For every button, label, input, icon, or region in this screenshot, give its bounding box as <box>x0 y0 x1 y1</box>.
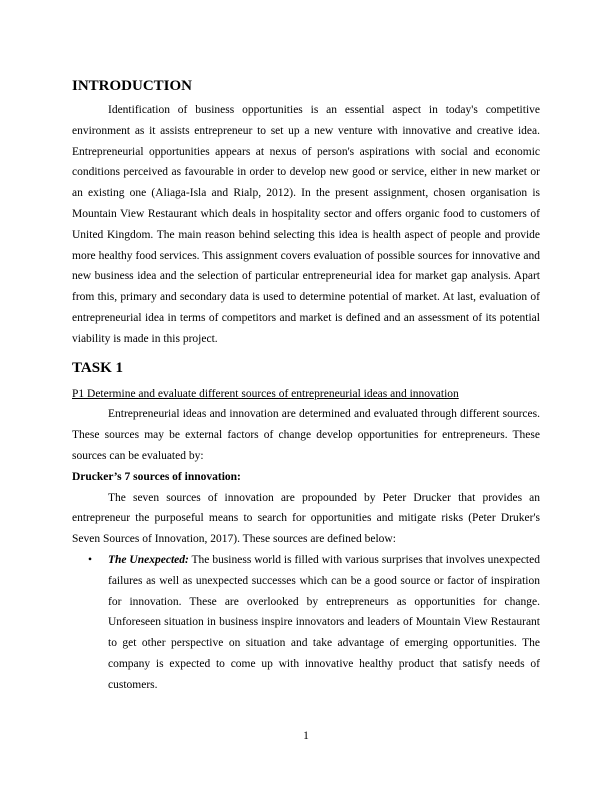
bullet-list <box>72 550 540 696</box>
document-page <box>72 76 540 696</box>
bullet-item-unexpected <box>72 550 540 696</box>
introduction-heading: INTRODUCTION <box>72 78 193 94</box>
drucker-paragraph: The seven sources of innovation are propounded by Peter Drucker that provides an entrepreneur the purposeful means to search for opportunities and mitigate risks (Peter Druker's Seven Sources of Innovation, 2017). These sources are defined below: <box>72 491 540 546</box>
bullet-text: The business world is filled with various surprises that involves unexpected failures as well as unexpected successes which can be a good source or factor of inspiration for innovation. These are overlooked by entrepreneurs as opportunities for change. Unforeseen situation in business inspire innovators and leaders of Mountain View Restaurant to get other perspective on situation and take advantage of emerging opportunities. The company is expected to come up with innovative healthy product that satisfy needs of customers. <box>108 553 540 691</box>
bullet-dot-icon: • <box>88 553 93 566</box>
task-heading: TASK 1 <box>72 359 123 376</box>
introduction-paragraph: Identification of business opportunities is an essential aspect in today's competitive environment as it assists entrepreneur to set up a new venture with innovative and creative idea. Entrepreneurial opportunities appears at nexus of person's aspirations with social and economic conditions perceived as favourable in order to develop new good or service, either in new market or an existing one (Aliaga-Isla and Rialp, 2012). In the present assignment, chosen organisation is Mountain View Restaurant which deals in hospitality sector and offers organic food to customers of United Kingdom. The main reason behind selecting this idea is health aspect of people and provide more healthy food services. This assignment covers evaluation of possible sources for innovative and new business idea and the selection of particular entrepreneurial idea for market gap analysis. Apart from this, primary and secondary data is used to determine potential of market. At last, evaluation of entrepreneurial idea in terms of competitors and market is defined and an assessment of its potential viability is made in this project. <box>72 104 540 345</box>
page-number: 1 <box>303 730 309 742</box>
bullet-term: The Unexpected: <box>108 553 189 566</box>
drucker-heading: Drucker’s 7 sources of innovation: <box>72 470 241 483</box>
p1-paragraph: Entrepreneurial ideas and innovation are determined and evaluated through different sources. These sources may be external factors of change develop opportunities for entrepreneurs. These sources can be evaluated by: <box>72 408 540 462</box>
p1-heading: P1 Determine and evaluate different sources of entrepreneurial ideas and innovation <box>72 387 459 400</box>
